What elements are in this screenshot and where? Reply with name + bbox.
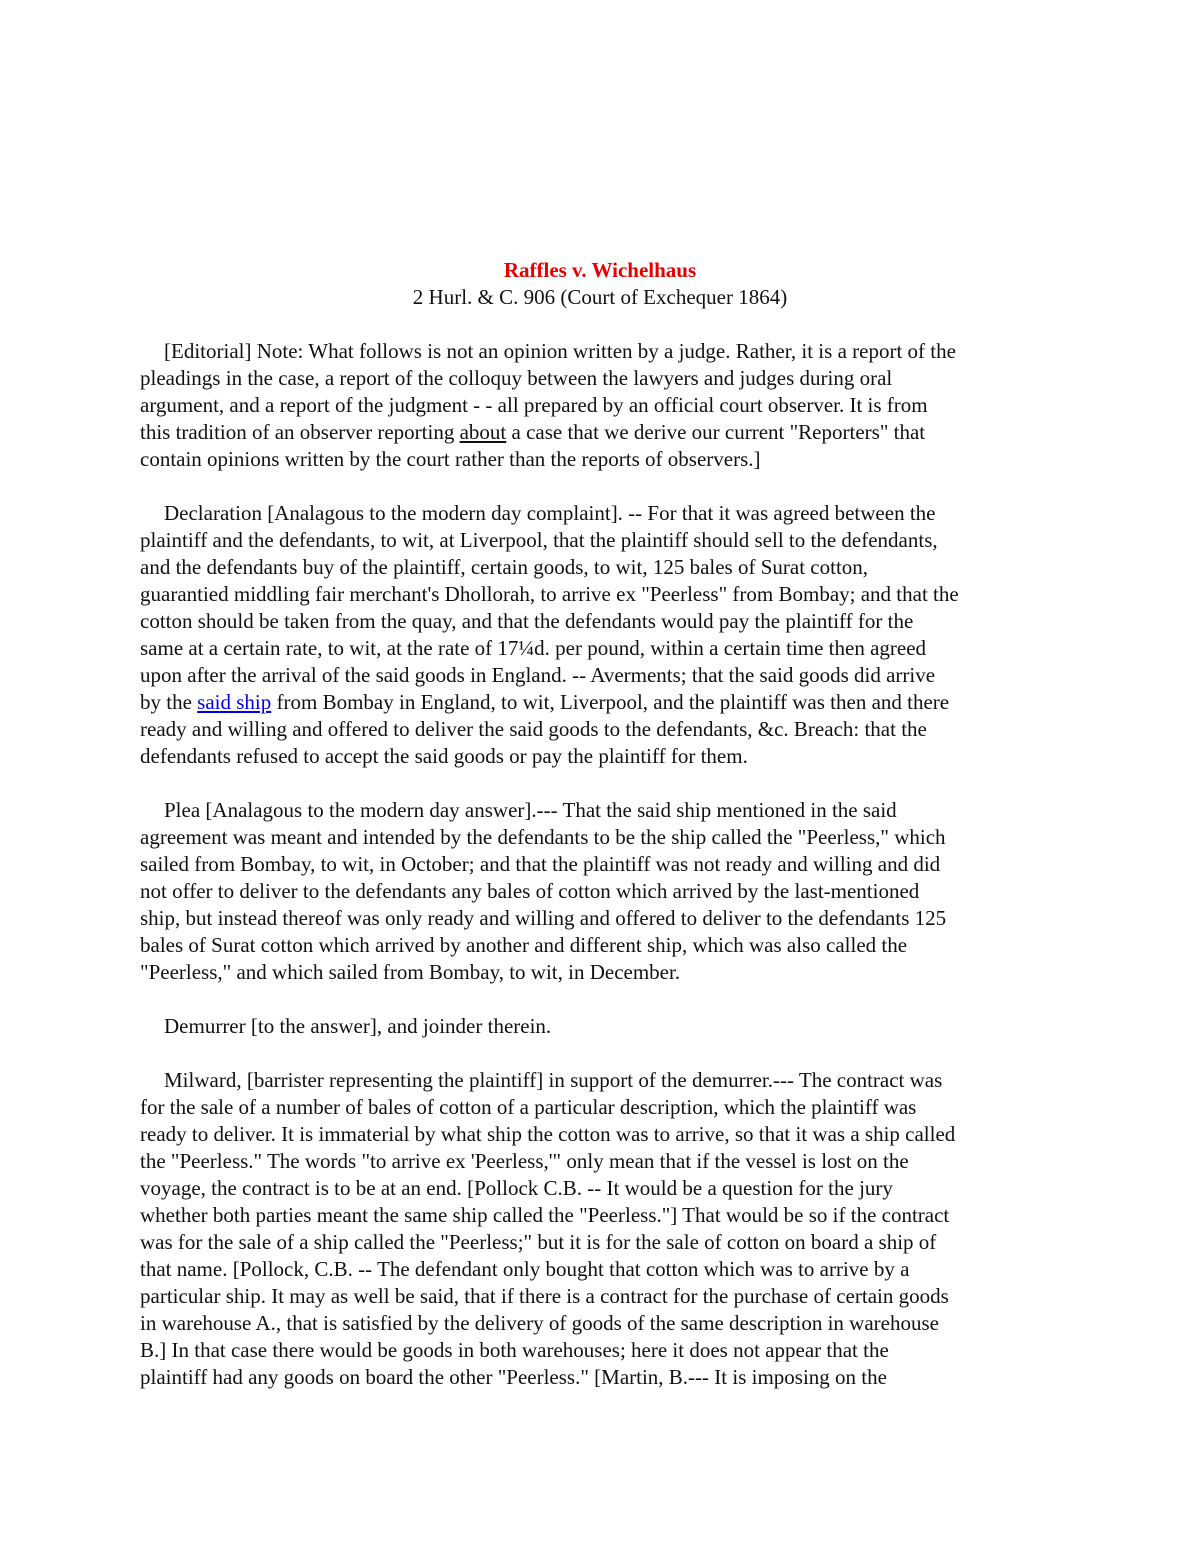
declaration-paragraph	[140, 500, 1060, 770]
demurrer-paragraph	[140, 1013, 1060, 1040]
text-line: Declaration [Analagous to the modern day complaint]. -- For that it was agreed between the	[164, 501, 936, 525]
text-segment: a case that we derive our current "Reporters" that	[506, 420, 926, 444]
text-line	[140, 419, 1060, 446]
text-line: ready to deliver. It is immaterial by what ship the cotton was to arrive, so that it was a ship called	[140, 1122, 956, 1146]
text-line: upon after the arrival of the said goods in England. -- Averments; that the said goods did arrive	[140, 663, 936, 687]
text-line: Milward, [barrister representing the plaintiff] in support of the demurrer.--- The contract was	[164, 1068, 943, 1092]
editorial-note-paragraph	[140, 338, 1060, 473]
text-line: particular ship. It may as well be said, that if there is a contract for the purchase of certain goods	[140, 1284, 949, 1308]
text-line: ship, but instead thereof was only ready and willing and offered to deliver to the defendants 125	[140, 906, 947, 930]
text-line: [Editorial] Note: What follows is not an opinion written by a judge. Rather, it is a report of the	[164, 339, 956, 363]
text-line: ready and willing and offered to deliver the said goods to the defendants, &c. Breach: that the	[140, 717, 927, 741]
text-line: argument, and a report of the judgment - - all prepared by an official court observer. It is from	[140, 393, 928, 417]
underlined-word: about	[459, 420, 507, 444]
text-line: cotton should be taken from the quay, and that the defendants would pay the plaintiff for the	[140, 609, 914, 633]
text-line	[140, 689, 1060, 716]
text-line: the "Peerless." The words "to arrive ex 'Peerless,'" only mean that if the vessel is lost on the	[140, 1149, 909, 1173]
text-line: same at a certain rate, to wit, at the rate of 17¼d. per pound, within a certain time then agreed	[140, 636, 927, 660]
plea-paragraph	[140, 797, 1060, 986]
text-line: pleadings in the case, a report of the colloquy between the lawyers and judges during oral	[140, 366, 893, 390]
text-line: plaintiff had any goods on board the other "Peerless." [Martin, B.--- It is imposing on the	[140, 1365, 887, 1389]
text-line: for the sale of a number of bales of cotton of a particular description, which the plaintiff was	[140, 1095, 917, 1119]
text-line: defendants refused to accept the said goods or pay the plaintiff for them.	[140, 744, 748, 768]
text-line: bales of Surat cotton which arrived by another and different ship, which was also called the	[140, 933, 908, 957]
text-line: was for the sale of a ship called the "Peerless;" but it is for the sale of cotton on board a ship of	[140, 1230, 937, 1254]
text-line: whether both parties meant the same ship called the "Peerless."] That would be so if the contract	[140, 1203, 950, 1227]
text-line: and the defendants buy of the plaintiff, certain goods, to wit, 125 bales of Surat cotton,	[140, 555, 869, 579]
text-segment: from Bombay in England, to wit, Liverpool, and the plaintiff was then and there	[271, 690, 950, 714]
text-line: Demurrer [to the answer], and joinder therein.	[164, 1014, 552, 1038]
text-line: plaintiff and the defendants, to wit, at Liverpool, that the plaintiff should sell to the defendants,	[140, 528, 938, 552]
text-segment: this tradition of an observer reporting	[140, 420, 460, 444]
text-line: agreement was meant and intended by the defendants to be the ship called the "Peerless," which	[140, 825, 946, 849]
document-body	[140, 338, 1060, 1418]
case-title: Raffles v. Wichelhaus	[503, 258, 697, 282]
text-line: B.] In that case there would be goods in both warehouses; here it does not appear that the	[140, 1338, 889, 1362]
text-segment: by the	[140, 690, 198, 714]
text-line: that name. [Pollock, C.B. -- The defendant only bought that cotton which was to arrive by a	[140, 1257, 910, 1281]
milward-argument-paragraph	[140, 1067, 1060, 1391]
text-line: in warehouse A., that is satisfied by the delivery of goods of the same description in warehouse	[140, 1311, 939, 1335]
text-line: sailed from Bombay, to wit, in October; and that the plaintiff was not ready and willing and did	[140, 852, 941, 876]
text-line: Plea [Analagous to the modern day answer].--- That the said ship mentioned in the said	[164, 798, 897, 822]
text-line: contain opinions written by the court rather than the reports of observers.]	[140, 447, 761, 471]
text-line: "Peerless," and which sailed from Bombay, to wit, in December.	[140, 960, 681, 984]
text-line: guarantied middling fair merchant's Dhollorah, to arrive ex "Peerless" from Bombay; and that the	[140, 582, 959, 606]
text-line: voyage, the contract is to be at an end. [Pollock C.B. -- It would be a question for the jury	[140, 1176, 893, 1200]
case-citation: 2 Hurl. & C. 906 (Court of Exchequer 1864)	[412, 285, 788, 309]
said-ship-link[interactable]: said ship	[197, 690, 272, 714]
text-line: not offer to deliver to the defendants any bales of cotton which arrived by the last-mentioned	[140, 879, 920, 903]
